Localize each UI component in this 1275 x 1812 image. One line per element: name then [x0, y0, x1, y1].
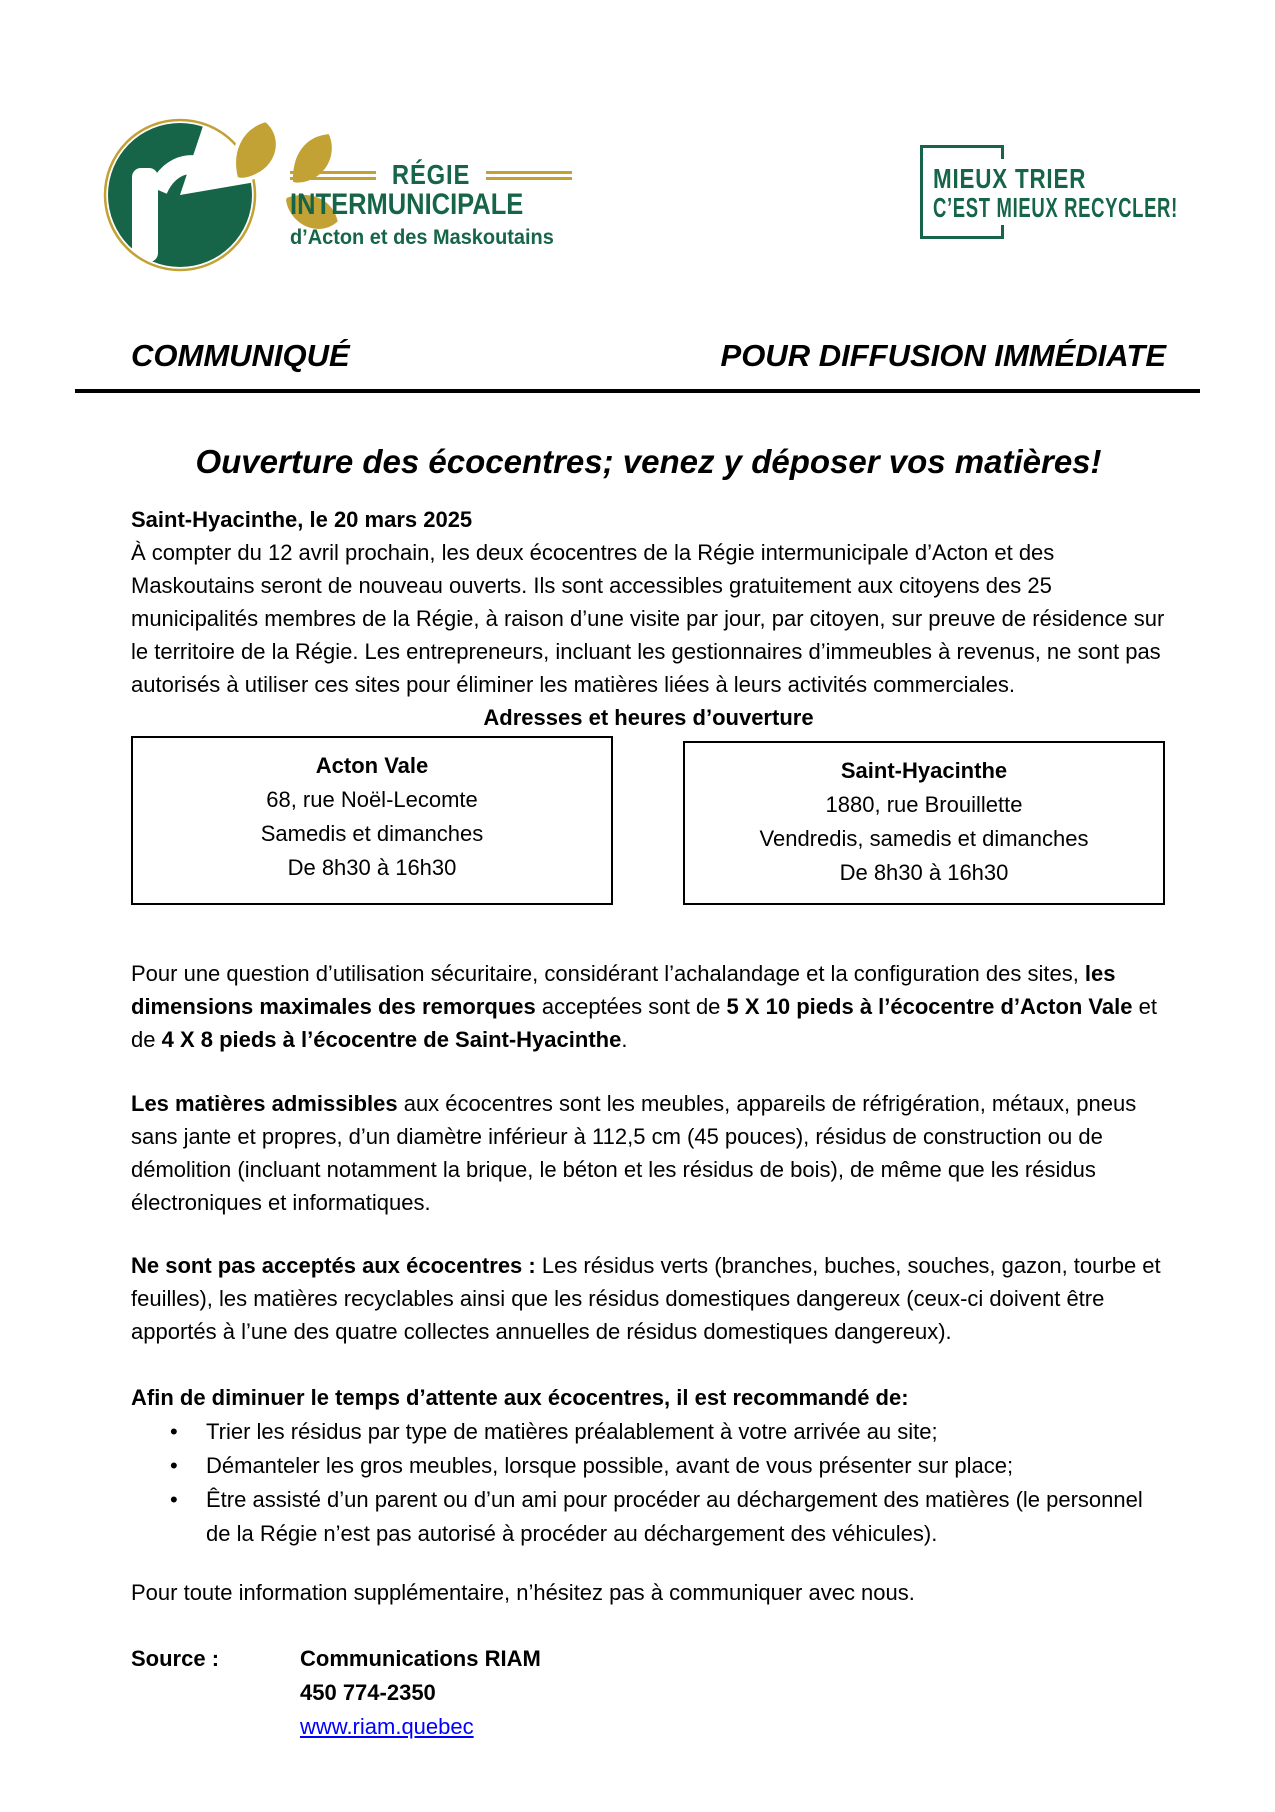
location-address: 1880, rue Brouillette [825, 792, 1023, 817]
list-item [131, 1415, 1166, 1449]
list-item [131, 1449, 1166, 1483]
location-hours: De 8h30 à 16h30 [287, 855, 457, 880]
gold-rule-right-icon [486, 171, 572, 180]
source-org: Communications RIAM [300, 1646, 541, 1671]
source-block [131, 1642, 1166, 1744]
closing-paragraph: Pour toute information supplémentaire, n’hésitez pas à communiquer avec nous. [131, 1580, 915, 1605]
header [0, 0, 1275, 396]
doc-type-label: COMMUNIQUÉ [131, 338, 350, 373]
gold-rule-left-icon [290, 171, 376, 180]
release-label: POUR DIFFUSION IMMÉDIATE [720, 338, 1166, 373]
org-name [290, 160, 572, 251]
schedule-boxes [131, 736, 1166, 905]
header-rule [75, 389, 1200, 393]
list-item-text: Trier les résidus par type de matières préalablement à votre arrivée au site; [206, 1419, 938, 1444]
org-name-line2: INTERMUNICIPALE [290, 188, 524, 221]
location-days: Vendredis, samedis et dimanches [759, 826, 1089, 851]
source-details [300, 1642, 541, 1744]
website-link[interactable]: www.riam.quebec [300, 1714, 474, 1739]
location-box-acton-vale [131, 736, 613, 905]
org-name-line3: d’Acton et des Maskoutains [290, 226, 554, 249]
source-phone: 450 774-2350 [300, 1680, 436, 1705]
page-title: Ouverture des écocentres; venez y déposer vos matières! [195, 443, 1102, 480]
location-days: Samedis et dimanches [260, 821, 484, 846]
location-name: Saint-Hyacinthe [840, 758, 1008, 783]
location-box-saint-hyacinthe [683, 741, 1165, 905]
masthead [131, 338, 1166, 374]
paragraph-trailer-sizes: Pour une question d’utilisation sécuritaire, considérant l’achalandage et la configuration des sites, les dimensions maximales des remorques acceptées sont de 5 X 10 pieds à l’écocentre d’Acton Vale et de 4 X 8 pieds à l’écocentre de Saint-Hyacinthe. [131, 961, 1157, 1052]
recycling-tagline [920, 145, 1275, 222]
tagline-line1: MIEUX TRIER [933, 163, 1087, 194]
schedule-heading: Adresses et heures d’ouverture [483, 705, 814, 730]
list-item-text: Être assisté d’un parent ou d’un ami pour procéder au déchargement des matières (le personnel de la Régie n’est pas autorisé à procéder au déchargement des véhicules). [206, 1487, 1143, 1546]
location-hours: De 8h30 à 16h30 [839, 860, 1009, 885]
bullet-icon: • [170, 1419, 178, 1444]
location-name: Acton Vale [315, 753, 429, 778]
bullet-icon: • [170, 1453, 178, 1478]
org-name-row1 [290, 160, 572, 190]
intro-paragraph: À compter du 12 avril prochain, les deux écocentres de la Régie intermunicipale d’Acton et des Maskoutains seront de nouveau ouverts. Ils sont accessibles gratuitement aux citoyens des 25 municipalités membres de la Régie, à raison d’une visite par jour, par citoyen, sur preuve de résidence sur le territoire de la Régie. Les entrepreneurs, incluant les gestionnaires d’immeubles à revenus, ne sont pas autorisés à utiliser ces sites pour éliminer les matières liées à leurs activités commerciales. [131, 540, 1165, 697]
document-body [131, 396, 1166, 1744]
paragraph-not-accepted: Ne sont pas acceptés aux écocentres : Les résidus verts (branches, buches, souches, gazon, tourbe et feuilles), les matières recyclables ainsi que les résidus domestiques dangereux (ceux-ci doivent être apportés à l’une des quatre collectes annuelles de résidus domestiques dangereux). [131, 1253, 1161, 1344]
recommendations-list [131, 1415, 1166, 1551]
source-label: Source : [131, 1646, 220, 1671]
list-item-text: Démanteler les gros meubles, lorsque possible, avant de vous présenter sur place; [206, 1453, 1014, 1478]
recommendations-heading: Afin de diminuer le temps d’attente aux écocentres, il est recommandé de: [131, 1385, 909, 1410]
location-address: 68, rue Noël-Lecomte [266, 787, 478, 812]
bullet-icon: • [170, 1487, 178, 1512]
riam-logo [86, 90, 586, 280]
org-name-line1: RÉGIE [391, 159, 471, 190]
dateline: Saint-Hyacinthe, le 20 mars 2025 [131, 507, 473, 532]
paragraph-admissible: Les matières admissibles aux écocentres sont les meubles, appareils de réfrigération, métaux, pneus sans jante et propres, d’un diamètre inférieur à 112,5 cm (45 pouces), résidus de construction ou de démolition (incluant notamment la brique, le béton et les résidus de bois), de même que les résidus électroniques et informatiques. [131, 1091, 1137, 1215]
list-item [131, 1483, 1166, 1551]
tagline-line2: C’EST MIEUX RECYCLER! [933, 192, 1178, 223]
